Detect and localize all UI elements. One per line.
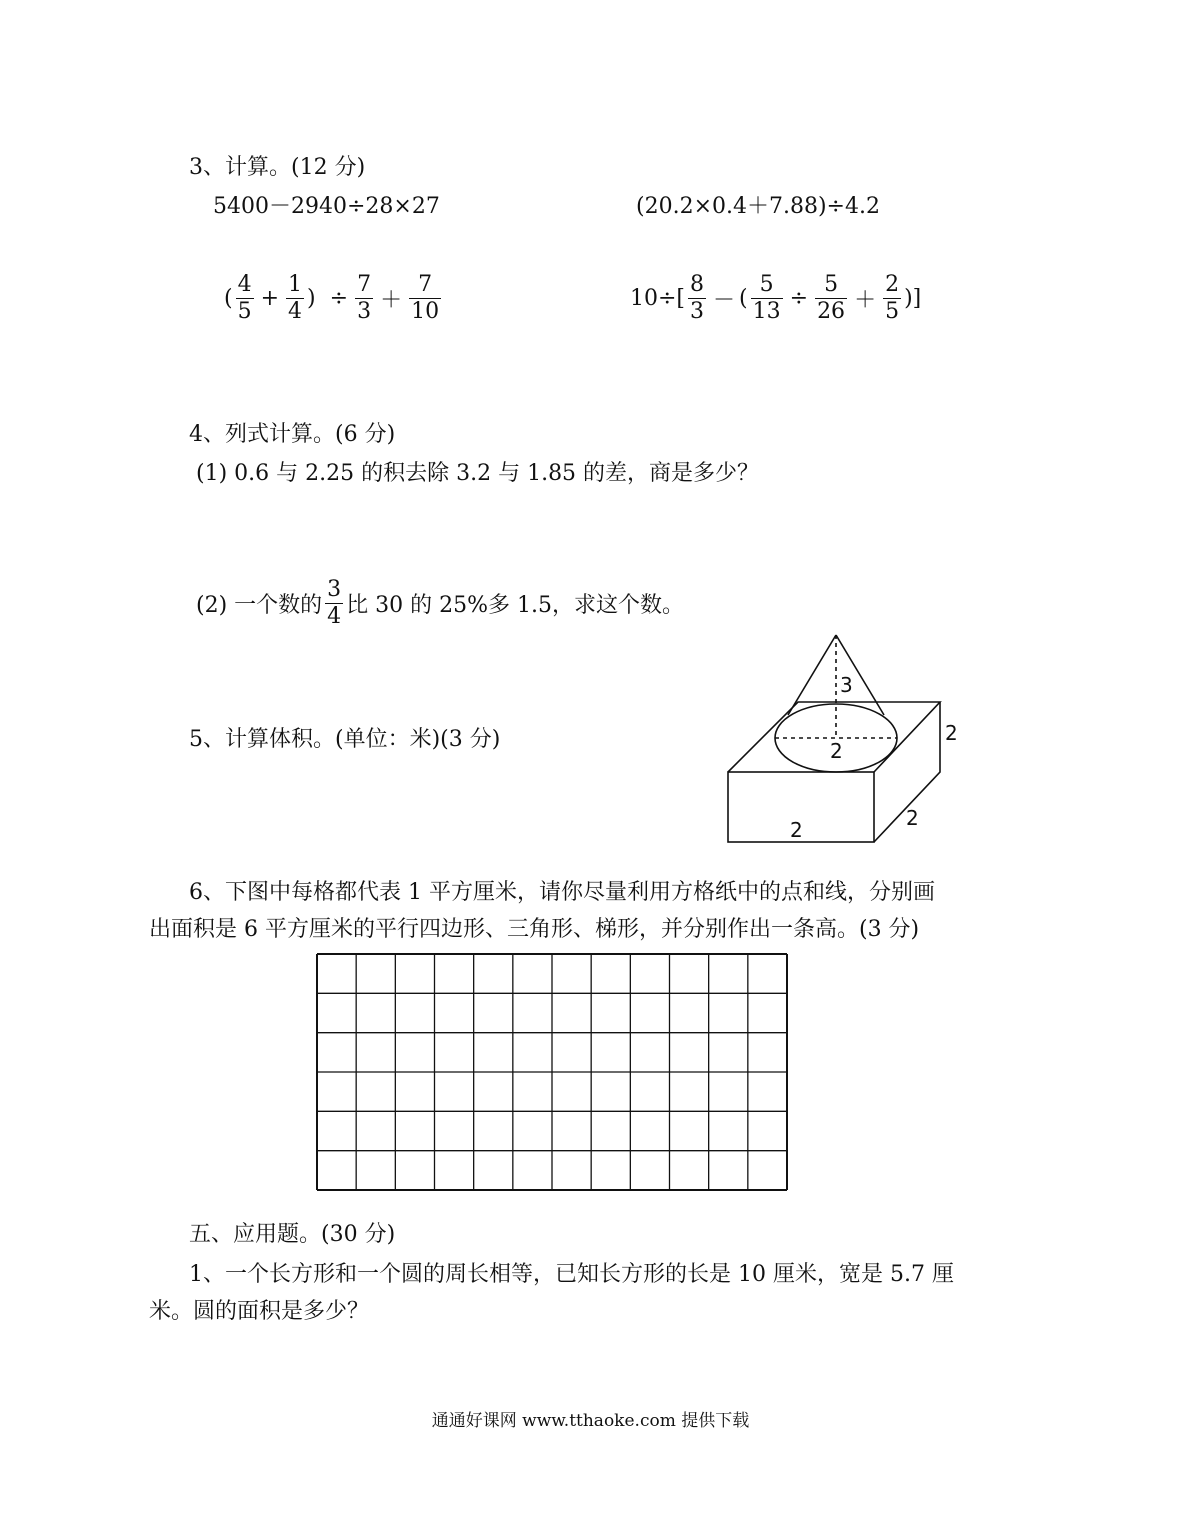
item2-prefix: (2) 一个数的	[196, 593, 323, 618]
fraction-7-3: $\frac{7}{3}$	[357, 272, 372, 324]
divide-sign: ÷	[789, 286, 809, 311]
fraction-5-26: $\frac{5}{26}$	[817, 272, 846, 324]
bracket-close: )]	[904, 286, 922, 311]
lead-text: 10÷[	[630, 286, 686, 311]
box-height-label: 2	[945, 721, 958, 745]
q5-heading: 5、计算体积。(单位：米)(3 分)	[189, 727, 501, 752]
page-footer: 通通好课网 www.tthaoke.com 提供下载	[431, 1411, 750, 1431]
q3-expr3	[224, 272, 444, 325]
fraction-2-5: $\frac{2}{5}$	[885, 272, 900, 324]
fraction-8-3: $\frac{8}{3}$	[690, 272, 705, 324]
q3-expr4	[630, 272, 921, 325]
paren-open: (	[739, 286, 748, 311]
square-grid	[316, 953, 788, 1193]
cone-height-label: 3	[840, 673, 853, 697]
minus-sign: －	[713, 288, 736, 313]
cone-on-box-figure	[720, 630, 980, 845]
plus-sign: ＋	[380, 288, 403, 313]
q6-line1: 6、下图中每格都代表 1 平方厘米，请你尽量利用方格纸中的点和线，分别画	[189, 880, 935, 905]
cone-left-side	[788, 635, 836, 715]
fraction-4-5: $\frac{4}{5}$	[237, 272, 252, 324]
fraction-5-13: $\frac{5}{13}$	[752, 272, 781, 324]
cone-diameter-label: 2	[830, 739, 843, 763]
item2-suffix: 比 30 的 25%多 1.5，求这个数。	[346, 593, 685, 618]
q3-expr1: 5400－2940÷28×27	[213, 194, 440, 219]
section5-q1-line2: 米。圆的面积是多少？	[149, 1299, 370, 1324]
q3-expr2: (20.2×0.4＋7.88)÷4.2	[636, 194, 880, 219]
section5-q1-line1: 1、一个长方形和一个圆的周长相等，已知长方形的长是 10 厘米，宽是 5.7 厘	[189, 1262, 954, 1287]
fraction-7-10: $\frac{7}{10}$	[411, 272, 440, 324]
box-length-label: 2	[790, 818, 803, 842]
q4-item1: (1) 0.6 与 2.25 的积去除 3.2 与 1.85 的差，商是多少？	[196, 461, 760, 486]
q6-line2: 出面积是 6 平方厘米的平行四边形、三角形、梯形，并分别作出一条高。(3 分)	[149, 917, 920, 942]
paren-close: )	[307, 286, 316, 311]
q4-item2	[196, 577, 684, 630]
plus-sign: +	[260, 286, 280, 311]
box-depth-label: 2	[906, 806, 919, 830]
section5-heading: 五、应用题。(30 分)	[189, 1222, 396, 1247]
fraction-1-4: $\frac{1}{4}$	[288, 272, 303, 324]
q3-heading: 3、计算。(12 分)	[189, 155, 366, 180]
fraction-3-4: $\frac{3}{4}$	[327, 577, 342, 629]
plus-sign: ＋	[854, 288, 877, 313]
divide-sign: ÷	[329, 286, 349, 311]
paren-open: (	[224, 286, 233, 311]
q4-heading: 4、列式计算。(6 分)	[189, 422, 396, 447]
